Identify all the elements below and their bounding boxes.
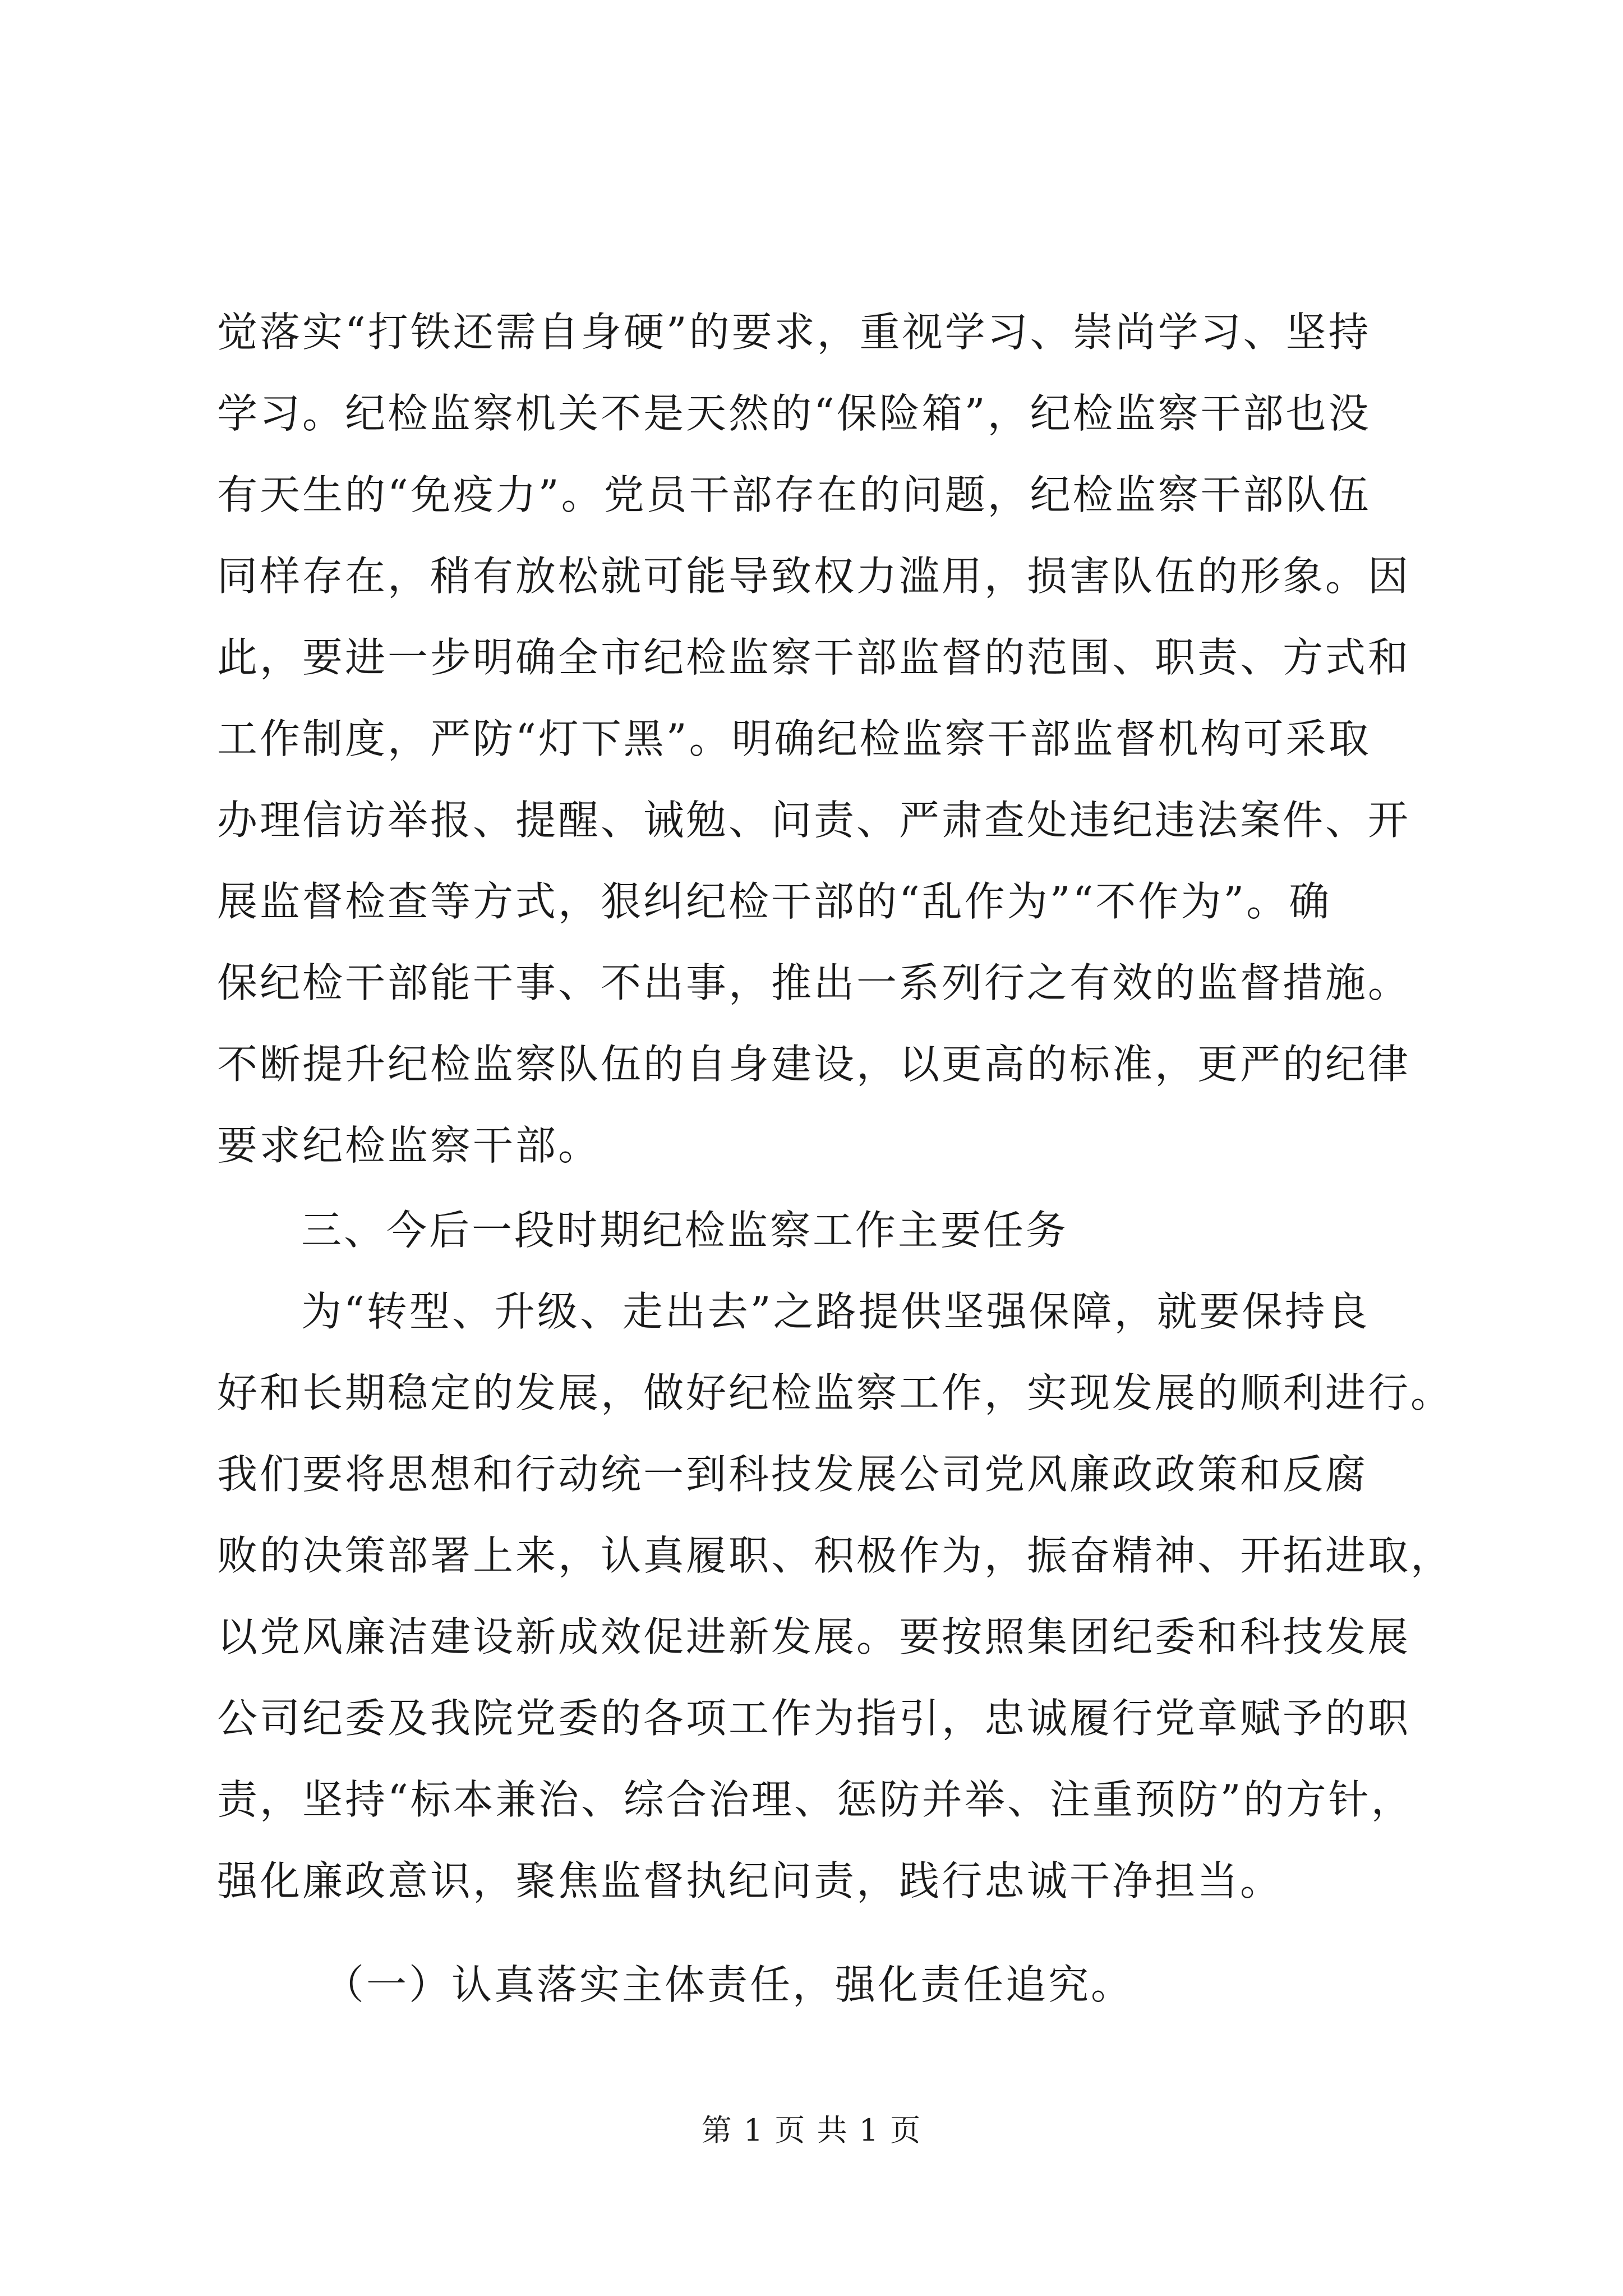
text-line: 好和长期稳定的发展，做好纪检监察工作，实现发展的顺利进行。 [217, 1369, 1454, 1416]
text-line: 保纪检干部能干事、不出事，推出一系列行之有效的监督措施。 [217, 959, 1411, 1006]
text-line: 觉落实“打铁还需自身硬”的要求，重视学习、崇尚学习、坚持 [217, 309, 1371, 356]
text-line: 此，要进一步明确全市纪检监察干部监督的范围、职责、方式和 [217, 634, 1411, 681]
text-line: 不断提升纪检监察队伍的自身建设，以更高的标准，更严的纪律 [217, 1041, 1411, 1088]
text-line: 学习。纪检监察机关不是天然的“保险箱”，纪检监察干部也没 [217, 390, 1371, 437]
text-line: 办理信访举报、提醒、诫勉、问责、严肃查处违纪违法案件、开 [217, 797, 1411, 844]
text-line: 责，坚持“标本兼治、综合治理、惩防并举、注重预防”的方针， [217, 1776, 1414, 1823]
text-line: 工作制度，严防“灯下黑”。明确纪检监察干部监督机构可采取 [217, 715, 1371, 762]
text-line: 强化廉政意识，聚焦监督执纪问责，践行忠诚干净担当。 [217, 1857, 1283, 1904]
paragraph-tasks [217, 1271, 1454, 1922]
text-line: 公司纪委及我院党委的各项工作为指引，忠诚履行党章赋予的职 [217, 1695, 1411, 1742]
sub-heading: （一）认真落实主体责任，强化责任追究。 [324, 1961, 1134, 2008]
page-number-footer: 第 1 页 共 1 页 [701, 2113, 922, 2148]
text-line: 同样存在，稍有放松就可能导致权力滥用，损害队伍的形象。因 [217, 553, 1411, 600]
document-body [217, 292, 1454, 2026]
text-line: 要求纪检监察干部。 [217, 1122, 601, 1169]
text-line: 为“转型、升级、走出去”之路提供坚强保障，就要保持良 [301, 1288, 1370, 1335]
text-line: 展监督检查等方式，狠纠纪检干部的“乱作为”“不作为”。确 [217, 878, 1332, 925]
paragraph-continued [217, 292, 1428, 1186]
text-line: 败的决策部署上来，认真履职、积极作为，振奋精神、开拓进取， [217, 1532, 1454, 1579]
section-heading: 三、今后一段时期纪检监察工作主要任务 [301, 1207, 1069, 1254]
text-line: 以党风廉洁建设新成效促进新发展。要按照集团纪委和科技发展 [217, 1613, 1411, 1660]
text-line: 我们要将思想和行动统一到科技发展公司党风廉政政策和反腐 [217, 1451, 1368, 1498]
text-line: 有天生的“免疫力”。党员干部存在的问题，纪检监察干部队伍 [217, 471, 1371, 518]
